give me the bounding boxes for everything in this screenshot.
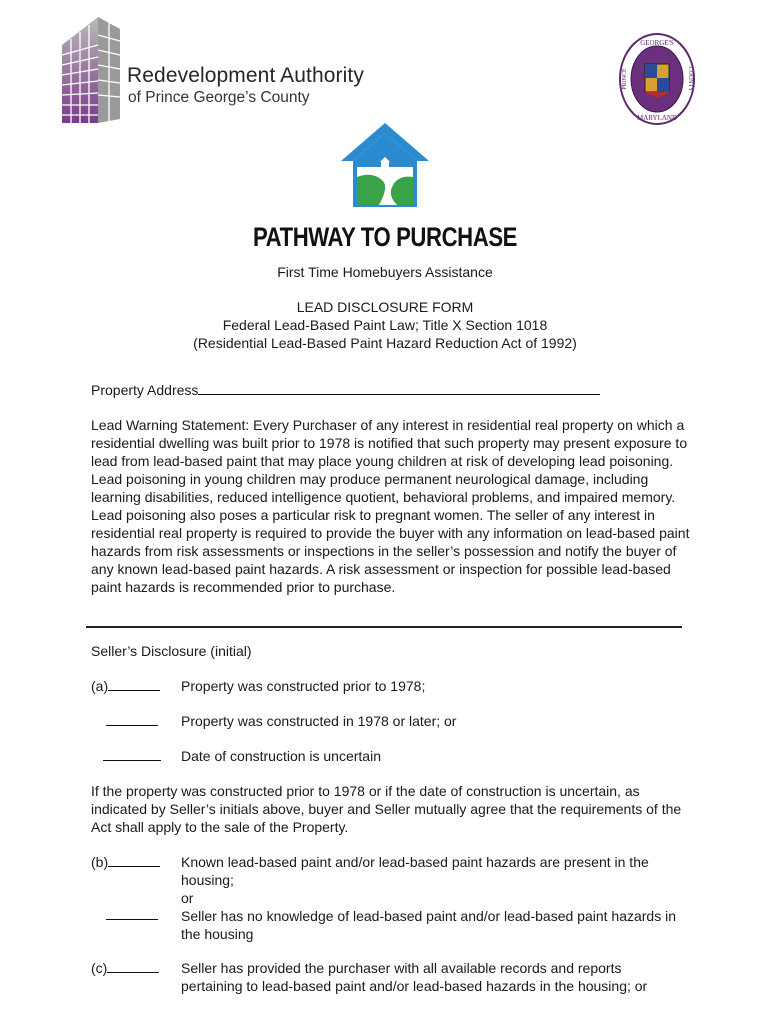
- form-heading: [0, 298, 770, 352]
- page-subtitle: First Time Homebuyers Assistance: [277, 264, 493, 280]
- item-a-label-row: [91, 677, 160, 695]
- item-c-label-row: [91, 959, 159, 977]
- item-c-label: (c): [91, 960, 108, 976]
- org-name: Redevelopment Authority: [127, 64, 364, 87]
- section-divider: [86, 626, 682, 628]
- form-act: (Residential Lead-Based Paint Hazard Reduction Act of 1992): [193, 335, 577, 351]
- item-a3-initial-row: [103, 747, 161, 765]
- property-address-label: Property Address: [91, 382, 199, 398]
- item-c1-initial-field[interactable]: [107, 959, 159, 973]
- county-seal-icon: [618, 32, 696, 126]
- item-b2-initial-row: [106, 906, 158, 924]
- applicability-condition: If the property was constructed prior to 1978 or if the date of construction is uncertain, as indicated by Seller’s initials above, buyer and Seller mutually agree that the requirements of the Act shall apply to the sale of the Property.: [91, 783, 682, 835]
- item-a3-text: Date of construction is uncertain: [181, 748, 381, 764]
- property-address-row: [91, 381, 600, 399]
- item-b-label: (b): [91, 854, 109, 870]
- property-address-field[interactable]: [198, 381, 600, 395]
- item-b1-text: Known lead-based paint and/or lead-based paint hazards are present in the housing;: [181, 854, 649, 888]
- item-b-or: or: [181, 890, 194, 906]
- seller-disclosure-heading: Seller’s Disclosure (initial): [91, 643, 252, 659]
- house-logo-icon: [339, 121, 431, 211]
- item-b2-text: Seller has no knowledge of lead-based paint and/or lead-based paint hazards in the housing: [181, 908, 677, 942]
- lead-warning-statement: Lead Warning Statement: Every Purchaser of any interest in residential real property on which a residential dwelling was built prior to 1978 is notified that such property may present exposure to lead from lead-based paint that may place young children at risk of developing lead poisoning. Lead poisoning in young children may produce permanent neurological damage, including learning disabilities, reduced intelligence quotient, behavioral problems, and impaired memory. Lead poisoning also poses a particular risk to pregnant women. The seller of any interest in residential real property is required to provide the buyer with any information on lead-based paint hazards from risk assessments or inspections in the seller’s possession and notify the buyer of any known lead-based paint hazards. A risk assessment or inspection for possible lead-based paint hazards is recommended prior to purchase.: [91, 417, 690, 595]
- item-a2-text: Property was constructed in 1978 or later; or: [181, 713, 457, 729]
- item-c1-text: Seller has provided the purchaser with all available records and reports pertaining to lead-based paint and/or lead-based hazards in the housing; or: [181, 960, 648, 994]
- item-b1-block: [181, 853, 681, 943]
- item-a-label: (a): [91, 678, 109, 694]
- form-name: LEAD DISCLOSURE FORM: [296, 299, 474, 315]
- seal-right-text: COUNTY: [687, 66, 693, 92]
- org-subtitle: of Prince George’s County: [128, 89, 310, 106]
- item-a2-initial-field[interactable]: [106, 712, 158, 726]
- seal-bottom-text: MARYLAND: [636, 114, 678, 122]
- item-a1-text: Property was constructed prior to 1978;: [181, 678, 426, 694]
- item-b-label-row: [91, 853, 160, 871]
- redevelopment-authority-logo-icon: [58, 15, 122, 125]
- seal-left-text: PRINCE: [622, 68, 628, 90]
- item-a2-initial-row: [106, 712, 158, 730]
- item-a3-initial-field[interactable]: [103, 747, 161, 761]
- item-b2-initial-field[interactable]: [106, 906, 158, 920]
- form-law: Federal Lead-Based Paint Law; Title X Section 1018: [222, 317, 548, 333]
- page-title: PATHWAY TO PURCHASE: [252, 222, 518, 252]
- item-b1-initial-field[interactable]: [108, 853, 160, 867]
- item-a1-initial-field[interactable]: [108, 677, 160, 691]
- seal-top-text: GEORGE'S: [640, 39, 674, 47]
